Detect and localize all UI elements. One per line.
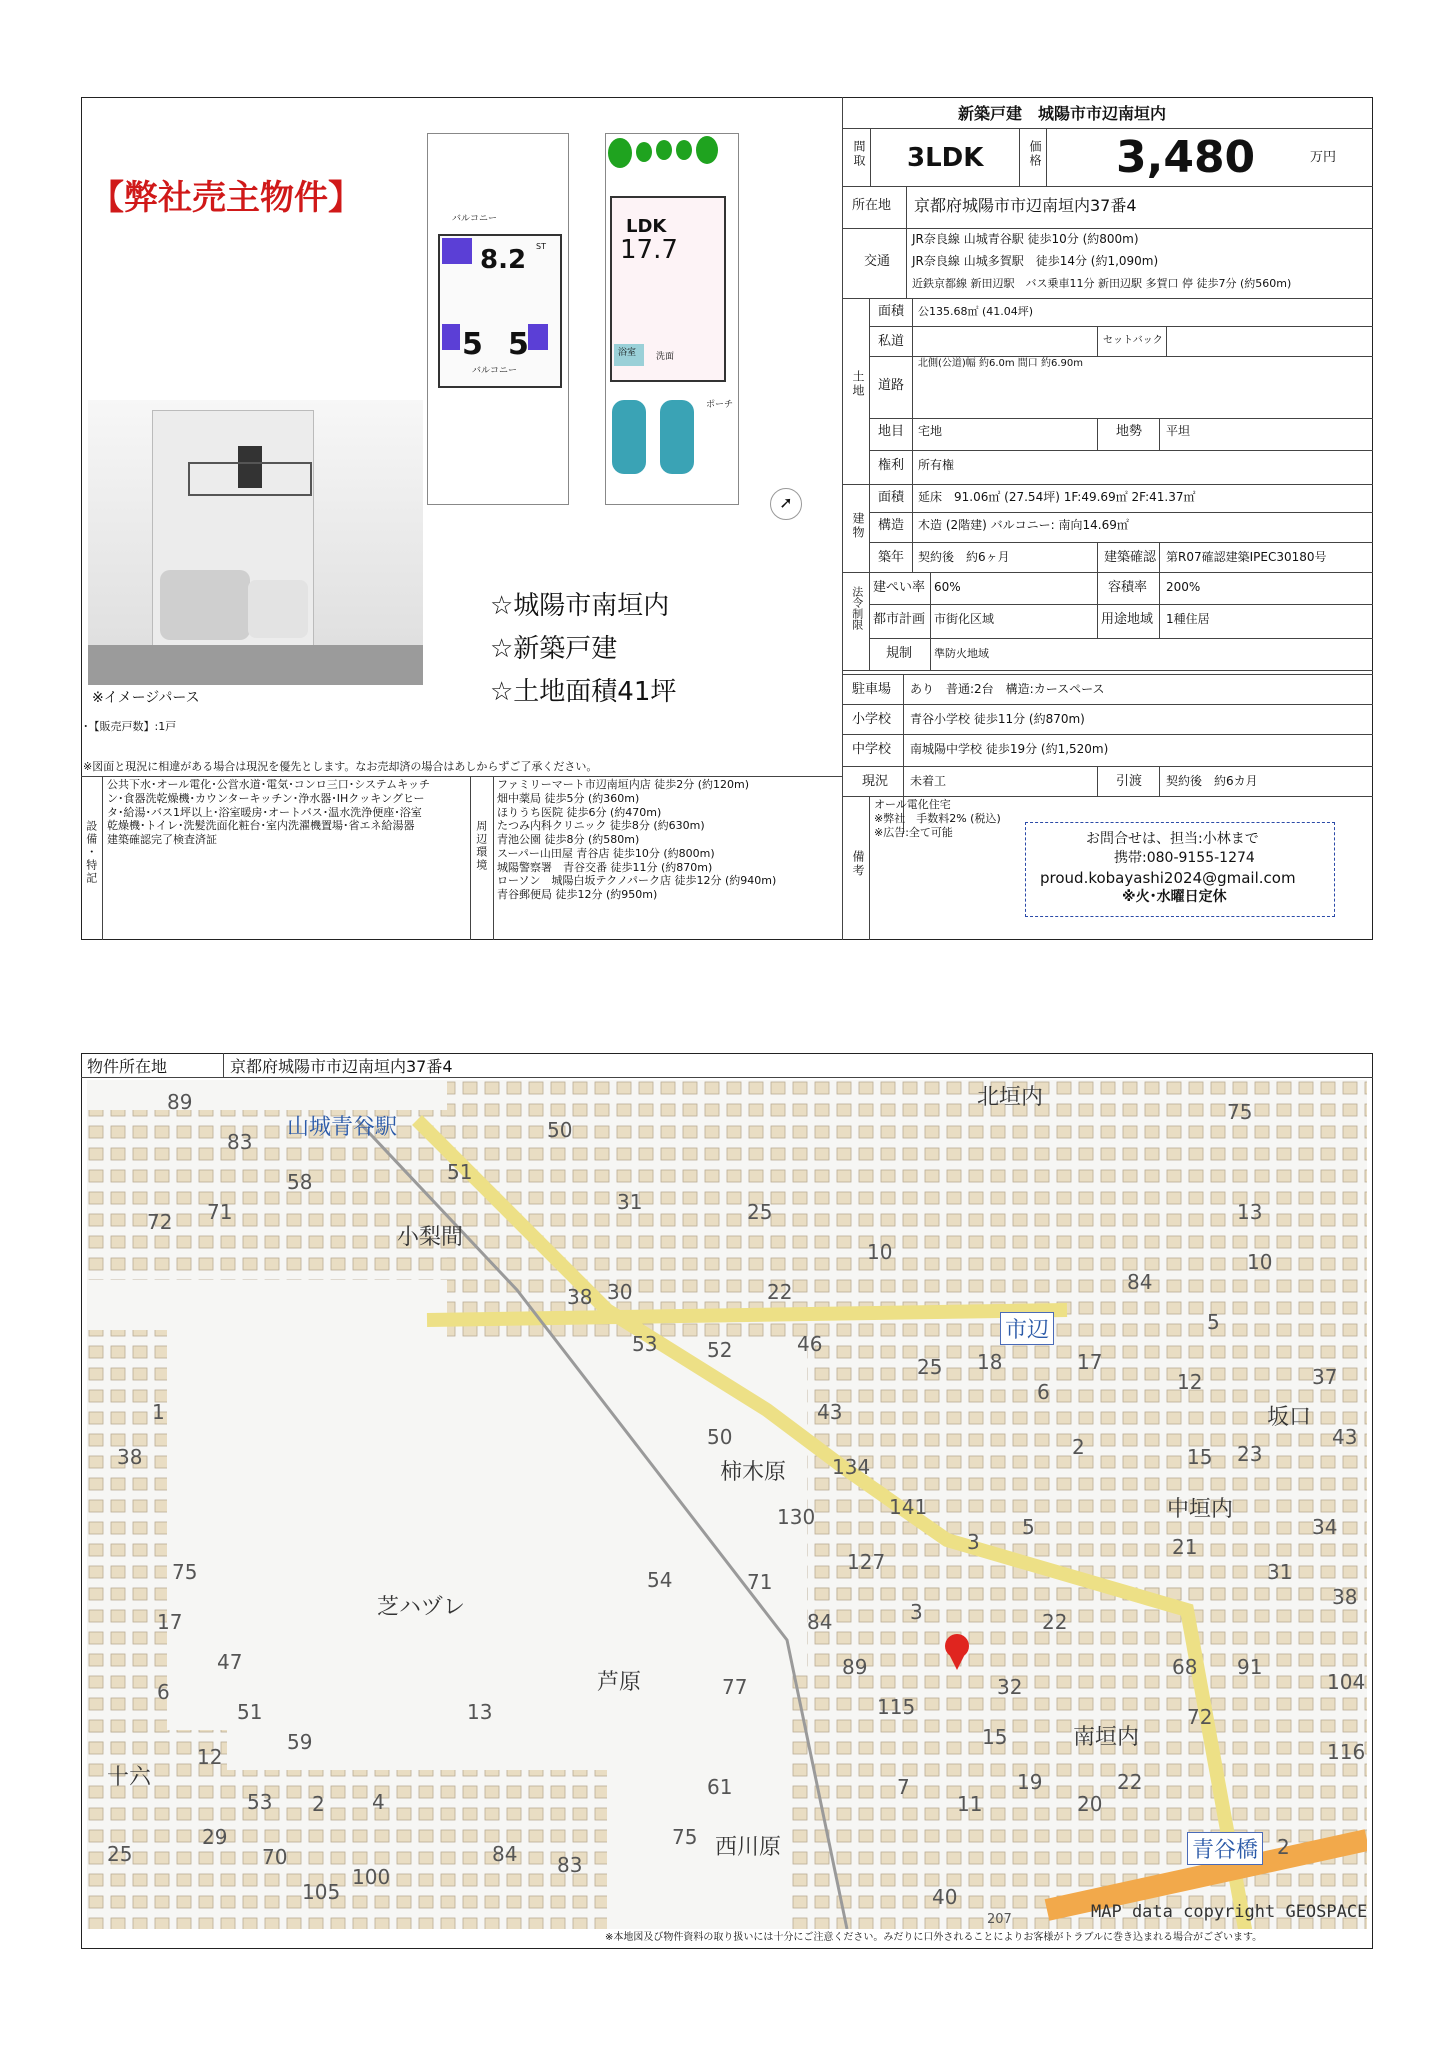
map-number: 53 xyxy=(632,1332,658,1356)
highlight-1: ☆城陽市南垣内 xyxy=(490,591,670,621)
wash-label: 洗面 xyxy=(656,352,675,362)
map-number: 17 xyxy=(157,1610,183,1634)
map-number: 91 xyxy=(1237,1655,1263,1679)
map-number: 83 xyxy=(557,1853,583,1877)
map-number: 207 xyxy=(987,1912,1012,1927)
place-kakinokihara: 柿木原 xyxy=(720,1460,787,1485)
place-nishikawahara: 西川原 xyxy=(715,1835,782,1860)
confirm-value: 第R07確認建築IPEC30180号 xyxy=(1166,550,1327,564)
map-number: 17 xyxy=(1077,1350,1103,1374)
map-number: 100 xyxy=(352,1865,391,1889)
map-number: 89 xyxy=(167,1090,193,1114)
structure-label: 構造 xyxy=(878,518,905,533)
status-value: 未着工 xyxy=(910,774,947,788)
map-number: 5 xyxy=(1022,1515,1035,1539)
building-group-label: 建物 xyxy=(851,512,865,540)
map-number: 20 xyxy=(1077,1792,1103,1816)
map-number: 2 xyxy=(1072,1435,1085,1459)
balcony-bottom-label: バルコニー xyxy=(472,366,518,376)
map-number: 127 xyxy=(847,1550,886,1574)
map-header-label: 物件所在地 xyxy=(87,1057,168,1076)
map-number: 21 xyxy=(1172,1535,1198,1559)
map-number: 15 xyxy=(982,1725,1008,1749)
disclaimer: ※図面と現況に相違がある場合は現況を優先とします。なお売却済の場合はあしからずご了承ください。 xyxy=(83,760,598,773)
map-number: 3 xyxy=(910,1600,923,1624)
map-number: 50 xyxy=(547,1118,573,1142)
land-area-label: 面積 xyxy=(878,304,905,319)
map-number: 23 xyxy=(1237,1442,1263,1466)
map-number: 34 xyxy=(1312,1515,1338,1539)
remarks-label: 備考 xyxy=(851,850,865,878)
map-number: 75 xyxy=(672,1825,698,1849)
property-title: 新築戸建 城陽市市辺南垣内 xyxy=(958,104,1167,123)
map-number: 43 xyxy=(817,1400,843,1424)
map-number: 22 xyxy=(1042,1610,1068,1634)
map-number: 50 xyxy=(707,1425,733,1449)
surroundings-label: 周辺環境 xyxy=(474,820,488,872)
floorplan-2f xyxy=(427,133,569,505)
private-road-label: 私道 xyxy=(878,334,905,349)
map-number: 71 xyxy=(207,1200,233,1224)
map-number: 70 xyxy=(262,1845,288,1869)
map-number: 59 xyxy=(287,1730,313,1754)
map-number: 83 xyxy=(227,1130,253,1154)
map-number: 29 xyxy=(202,1825,228,1849)
map-number: 130 xyxy=(777,1505,816,1529)
equipment-label: 設備・特記 xyxy=(84,820,98,885)
map-number: 58 xyxy=(287,1170,313,1194)
place-juroku: 十六 xyxy=(107,1765,152,1790)
category-value: 宅地 xyxy=(918,424,943,438)
junior-value: 南城陽中学校 徒歩19分 (約1,520m) xyxy=(910,742,1109,756)
balcony-top-label: バルコニー xyxy=(452,214,498,224)
remark-2: ※弊社 手数料2% (税込) xyxy=(874,812,1001,825)
access-1: JR奈良線 山城青谷駅 徒歩10分 (約800m) xyxy=(912,232,1139,246)
surroundings-list: ファミリーマート市辺南垣内店 徒歩2分 (約120m) 畑中薬局 徒歩5分 (約360m) ほりうち医院 徒歩6分 (約470m) たつみ内科クリニック 徒歩8分 (約630m) 青池公園 徒歩8分 (約580m) スーパー山田屋 青谷店 徒歩10分 (約800m) 城陽警察署 青谷交番 徒歩11分 (約870m) ローソン 城陽白坂テクノパーク店 徒歩12分 (約940m) 青谷郵便局 徒歩12分 (約950m) xyxy=(497,778,777,901)
map-number: 2 xyxy=(312,1792,325,1816)
bath-label: 浴室 xyxy=(618,348,637,358)
confirm-label: 建築確認 xyxy=(1104,550,1157,565)
city-plan-label: 都市計画 xyxy=(873,612,926,627)
place-yamashiro-aodani-station: 山城青谷駅 xyxy=(287,1115,398,1140)
map-area xyxy=(87,1080,1367,1929)
map-copyright: MAP data copyright GEOSPACE xyxy=(1091,1902,1367,1922)
map-number: 5 xyxy=(1207,1310,1220,1334)
place-kitagaito: 北垣内 xyxy=(977,1085,1044,1110)
place-nakagaito: 中垣内 xyxy=(1167,1497,1234,1522)
map-number: 3 xyxy=(967,1530,980,1554)
highlight-3: ☆土地面積41坪 xyxy=(490,677,677,707)
terrain-value: 平坦 xyxy=(1166,424,1191,438)
parking-label: 駐車場 xyxy=(852,682,892,697)
map-number: 10 xyxy=(867,1240,893,1264)
map-number: 116 xyxy=(1327,1740,1366,1764)
access-3: 近鉄京都線 新田辺駅 バス乗車11分 新田辺駅 多賀口 停 徒歩7分 (約560m) xyxy=(912,277,1292,290)
map-number: 12 xyxy=(1177,1370,1203,1394)
map-number: 30 xyxy=(607,1280,633,1304)
map-number: 1 xyxy=(152,1400,165,1424)
map-number: 105 xyxy=(302,1880,341,1904)
place-minamigaito: 南垣内 xyxy=(1073,1725,1140,1750)
room-5a-label: 5 xyxy=(462,327,483,362)
setback-label: セットバック xyxy=(1103,335,1163,346)
room-5b-label: 5 xyxy=(508,327,529,362)
compass-icon: ➚ xyxy=(770,488,802,520)
map-number: 12 xyxy=(197,1745,223,1769)
st-label: ST xyxy=(536,242,546,251)
place-aodanibashi: 青谷橋 xyxy=(1187,1832,1263,1865)
regulation-label: 規制 xyxy=(886,646,913,661)
address-label: 所在地 xyxy=(852,198,892,213)
far-value: 200% xyxy=(1166,580,1201,594)
floorplan-1f xyxy=(605,133,739,505)
map-number: 72 xyxy=(1187,1705,1213,1729)
far-label: 容積率 xyxy=(1108,580,1148,595)
structure-value: 木造 (2階建) バルコニー: 南向14.69㎡ xyxy=(918,518,1129,532)
place-ichinobe: 市辺 xyxy=(1000,1312,1054,1345)
map-number: 54 xyxy=(647,1568,673,1592)
remark-1: オール電化住宅 xyxy=(874,798,951,811)
rights-value: 所有権 xyxy=(918,458,955,472)
seller-badge: 【弊社売主物件】 xyxy=(90,178,362,218)
land-area-value: 公135.68㎡ (41.04坪) xyxy=(918,305,1034,318)
place-konashima: 小梨間 xyxy=(397,1225,464,1250)
map-number: 53 xyxy=(247,1790,273,1814)
ldk-label: LDK xyxy=(626,216,667,237)
bcr-value: 60% xyxy=(934,580,961,594)
rights-label: 権利 xyxy=(878,458,905,473)
contact-box: お問合せは、担当:小林まで 携帯:080-9155-1274 proud.kobayashi2024@gmail.com ※火･水曜日定休 xyxy=(1025,822,1335,917)
map-number: 32 xyxy=(997,1675,1023,1699)
status-label: 現況 xyxy=(862,774,889,789)
road-value: 北側(公道)幅 約6.0m 間口 約6.90m xyxy=(918,358,1083,369)
age-label: 築年 xyxy=(878,550,905,565)
category-label: 地目 xyxy=(878,424,905,439)
map-number: 10 xyxy=(1247,1250,1273,1274)
elementary-label: 小学校 xyxy=(852,712,892,727)
remark-3: ※広告:全て可能 xyxy=(874,826,953,839)
equipment-list: 公共下水･オール電化･公営水道･電気･コンロ三口･システムキッチ ン･食器洗乾燥機･カウンターキッチン･浄水器･IHクッキングヒー タ･給湯･バス1坪以上･浴室暖房･オートバス･温水洗浄便座･浴室 乾燥機･トイレ･洗髪洗面化粧台･室内洗濯機置場･省エネ給湯器 建築確認完了検査済証 xyxy=(107,778,430,846)
map-header-address: 京都府城陽市市辺南垣内37番4 xyxy=(230,1057,453,1076)
map-number: 46 xyxy=(797,1332,823,1356)
map-number: 18 xyxy=(977,1350,1003,1374)
map-number: 15 xyxy=(1187,1445,1213,1469)
parking-value: あり 普通:2台 構造:カースペース xyxy=(910,682,1105,696)
zone-value: 1種住居 xyxy=(1166,612,1210,626)
price-label: 価格 xyxy=(1028,140,1042,168)
access-2: JR奈良線 山城多賀駅 徒歩14分 (約1,090m) xyxy=(912,254,1159,268)
map-footer-note: ※本地図及び物件資料の取り扱いには十分にご注意ください。みだりに口外されることによりお客様がトラブルに巻き込まれる場合がございます。 xyxy=(605,1932,1263,1943)
map-number: 43 xyxy=(1332,1425,1358,1449)
ldk-size: 17.7 xyxy=(620,235,678,265)
place-sakaguchi: 坂口 xyxy=(1267,1405,1312,1430)
map-number: 61 xyxy=(707,1775,733,1799)
map-number: 37 xyxy=(1312,1365,1338,1389)
map-number: 84 xyxy=(1127,1270,1153,1294)
layout-value: 3LDK xyxy=(907,143,984,173)
image-caption: ※イメージパース xyxy=(92,690,200,706)
map-number: 7 xyxy=(897,1775,910,1799)
map-number: 68 xyxy=(1172,1655,1198,1679)
place-ashihara: 芦原 xyxy=(597,1670,642,1695)
place-shibahazure: 芝ハヅレ xyxy=(377,1595,466,1620)
age-value: 契約後 約6ヶ月 xyxy=(918,550,1010,564)
map-number: 6 xyxy=(1037,1380,1050,1404)
sales-units: ･【販売戸数】:1戸 xyxy=(83,720,177,733)
map-number: 38 xyxy=(567,1285,593,1309)
map-number: 52 xyxy=(707,1338,733,1362)
bcr-label: 建ぺい率 xyxy=(873,580,926,595)
city-plan-value: 市街化区域 xyxy=(934,612,995,626)
price-unit: 万円 xyxy=(1310,150,1337,165)
car-icon xyxy=(612,400,646,474)
handover-value: 契約後 約6カ月 xyxy=(1166,774,1258,788)
terrain-label: 地勢 xyxy=(1116,424,1143,439)
car-icon xyxy=(660,400,694,474)
layout-label: 間取 xyxy=(852,140,866,168)
map-number: 51 xyxy=(447,1160,473,1184)
map-number: 11 xyxy=(957,1792,983,1816)
land-group-label: 土地 xyxy=(851,370,865,398)
zone-label: 用途地域 xyxy=(1101,612,1154,627)
map-number: 84 xyxy=(807,1610,833,1634)
map-number: 40 xyxy=(932,1885,958,1909)
map-number: 84 xyxy=(492,1842,518,1866)
price-value: 3,480 xyxy=(1116,132,1256,183)
map-number: 19 xyxy=(1017,1770,1043,1794)
map-number: 75 xyxy=(1227,1100,1253,1124)
elementary-value: 青谷小学校 徒歩11分 (約870m) xyxy=(910,712,1085,726)
house-rendering xyxy=(88,400,423,685)
map-number: 25 xyxy=(917,1355,943,1379)
access-label: 交通 xyxy=(864,254,891,269)
map-number: 51 xyxy=(237,1700,263,1724)
map-number: 6 xyxy=(157,1680,170,1704)
highlight-2: ☆新築戸建 xyxy=(490,634,618,664)
map-number: 47 xyxy=(217,1650,243,1674)
room-82-label: 8.2 xyxy=(480,245,527,275)
map-number: 13 xyxy=(467,1700,493,1724)
building-area-value: 延床 91.06㎡ (27.54坪) 1F:49.69㎡ 2F:41.37㎡ xyxy=(918,490,1196,504)
map-number: 77 xyxy=(722,1675,748,1699)
map-number: 72 xyxy=(147,1210,173,1234)
map-number: 141 xyxy=(889,1495,928,1519)
map-number: 134 xyxy=(832,1455,871,1479)
map-number: 75 xyxy=(172,1560,198,1584)
law-group-label: 法令制限 xyxy=(850,586,864,630)
regulation-value: 準防火地域 xyxy=(934,647,989,660)
map-number: 25 xyxy=(107,1842,133,1866)
tree-icon xyxy=(606,134,738,174)
building-area-label: 面積 xyxy=(878,490,905,505)
address-value: 京都府城陽市市辺南垣内37番4 xyxy=(914,196,1137,215)
handover-label: 引渡 xyxy=(1116,774,1143,789)
map-number: 38 xyxy=(1332,1585,1358,1609)
junior-label: 中学校 xyxy=(852,742,892,757)
map-number: 22 xyxy=(767,1280,793,1304)
map-number: 25 xyxy=(747,1200,773,1224)
map-number: 71 xyxy=(747,1570,773,1594)
porch-label: ポーチ xyxy=(706,400,734,410)
map-number: 22 xyxy=(1117,1770,1143,1794)
map-number: 38 xyxy=(117,1445,143,1469)
map-number: 31 xyxy=(1267,1560,1293,1584)
map-number: 115 xyxy=(877,1695,916,1719)
map-number: 31 xyxy=(617,1190,643,1214)
road-label: 道路 xyxy=(878,378,905,393)
map-number: 2 xyxy=(1277,1835,1290,1859)
map-number: 89 xyxy=(842,1655,868,1679)
map-number: 4 xyxy=(372,1790,385,1814)
map-number: 104 xyxy=(1327,1670,1366,1694)
map-number: 13 xyxy=(1237,1200,1263,1224)
